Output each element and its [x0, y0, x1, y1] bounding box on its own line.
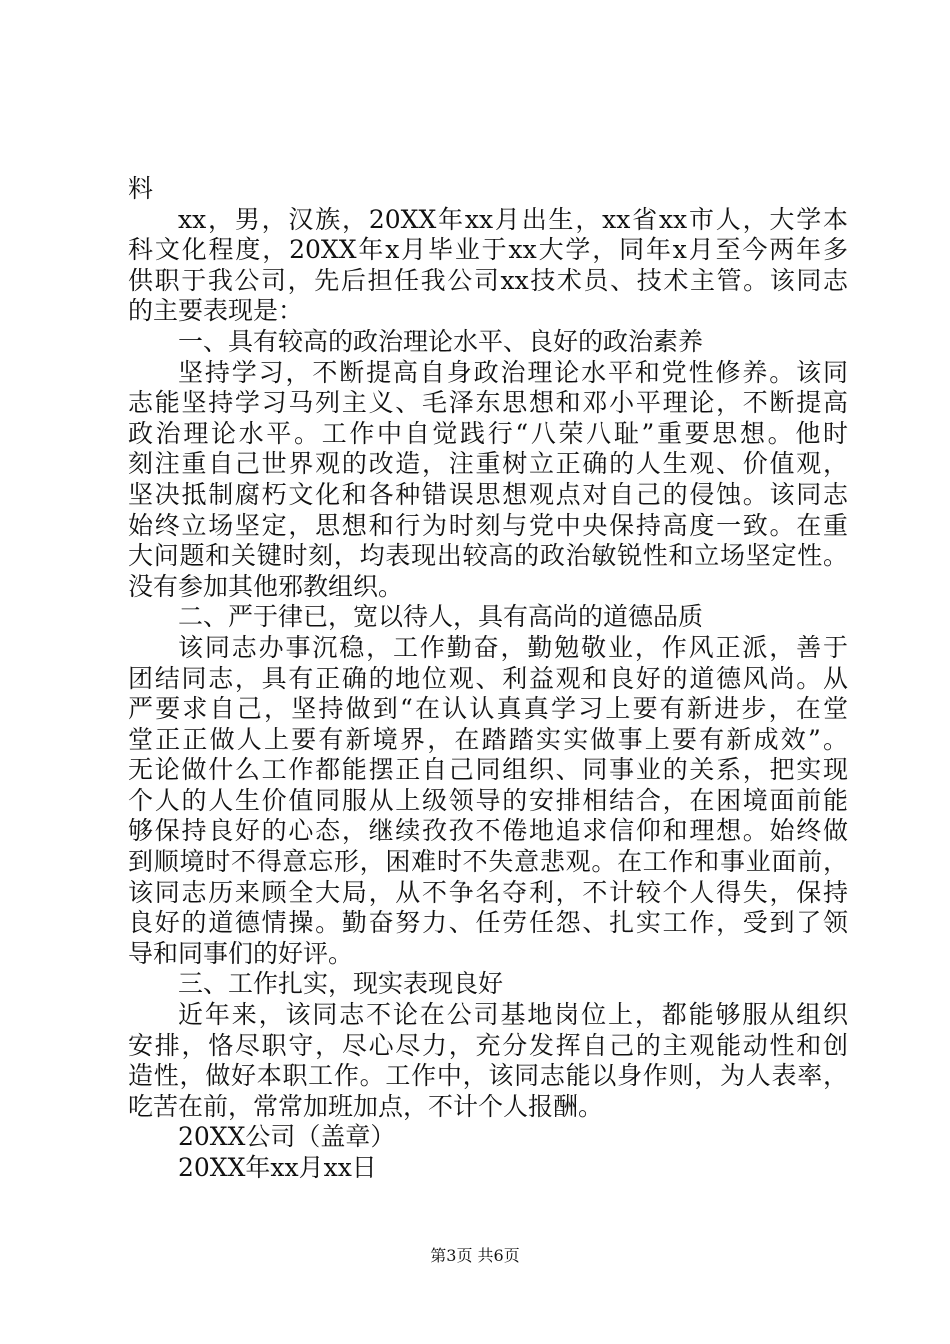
text-line: 严要求自己，坚持做到“在认认真真学习上要有新进步，在堂	[128, 694, 848, 724]
text-line: 该同志办事沉稳，工作勤奋，勤勉敬业，作风正派，善于	[178, 632, 848, 662]
company-seal-line: 20XX公司（盖章）	[178, 1122, 396, 1152]
text-line: 到顺境时不得意忘形，困难时不失意悲观。在工作和事业面前，	[128, 847, 848, 877]
text-line: 刻注重自己世界观的改造，注重树立正确的人生观、价值观，	[128, 449, 848, 479]
text-line: 安排，恪尽职守，尽心尽力，充分发挥自己的主观能动性和创	[128, 1030, 848, 1060]
text-line: xx，男，汉族，20XX年xx月出生，xx省xx市人，大学本	[178, 204, 848, 234]
text-line: 志能坚持学习马列主义、毛泽东思想和邓小平理论，不断提高	[128, 388, 848, 418]
text-line: 吃苦在前，常常加班加点，不计个人报酬。	[128, 1091, 604, 1121]
text-line: 科文化程度，20XX年x月毕业于xx大学，同年x月至今两年多	[128, 235, 848, 265]
text-line: 始终立场坚定，思想和行为时刻与党中央保持高度一致。在重	[128, 510, 848, 540]
page-number-footer: 第3页 共6页	[430, 1246, 520, 1265]
text-line: 该同志历来顾全大局，从不争名夺利，不计较个人得失，保持	[128, 877, 848, 907]
section-heading: 一、具有较高的政治理论水平、良好的政治素养	[178, 326, 704, 356]
document-body	[128, 174, 848, 1184]
text-line: 坚持学习，不断提高自身政治理论水平和党性修养。该同	[178, 357, 848, 387]
text-line: 近年来，该同志不论在公司基地岗位上，都能够服从组织	[178, 1000, 848, 1030]
text-line: 料	[128, 174, 154, 203]
text-line: 够保持良好的心态，继续孜孜不倦地追求信仰和理想。始终做	[128, 816, 848, 846]
text-line: 堂正正做人上要有新境界，在踏踏实实做事上要有新成效”。	[128, 724, 848, 754]
text-line: 无论做什么工作都能摆正自己同组织、同事业的关系，把实现	[128, 755, 848, 785]
text-line: 坚决抵制腐朽文化和各种错误思想观点对自己的侵蚀。该同志	[128, 479, 848, 509]
text-line: 没有参加其他邪教组织。	[128, 571, 404, 601]
text-line: 政治理论水平。工作中自觉践行“八荣八耻”重要思想。他时	[128, 418, 848, 448]
text-line: 导和同事们的好评。	[128, 938, 354, 968]
text-line: 个人的人生价值同服从上级领导的安排相结合，在困境面前能	[128, 785, 848, 815]
text-line: 大问题和关键时刻，均表现出较高的政治敏锐性和立场坚定性。	[128, 541, 848, 571]
text-line: 良好的道德情操。勤奋努力、任劳任怨、扎实工作，受到了领	[128, 908, 848, 938]
section-heading: 三、工作扎实，现实表现良好	[178, 969, 504, 999]
text-line: 造性，做好本职工作。工作中，该同志能以身作则，为人表率，	[128, 1061, 848, 1091]
text-line: 的主要表现是：	[128, 296, 304, 326]
text-line: 供职于我公司，先后担任我公司xx技术员、技术主管。该同志	[128, 265, 848, 295]
text-line: 团结同志，具有正确的地位观、利益观和良好的道德风尚。从	[128, 663, 848, 693]
date-line: 20XX年xx月xx日	[178, 1153, 377, 1182]
section-heading: 二、严于律已，宽以待人，具有高尚的道德品质	[178, 602, 704, 632]
